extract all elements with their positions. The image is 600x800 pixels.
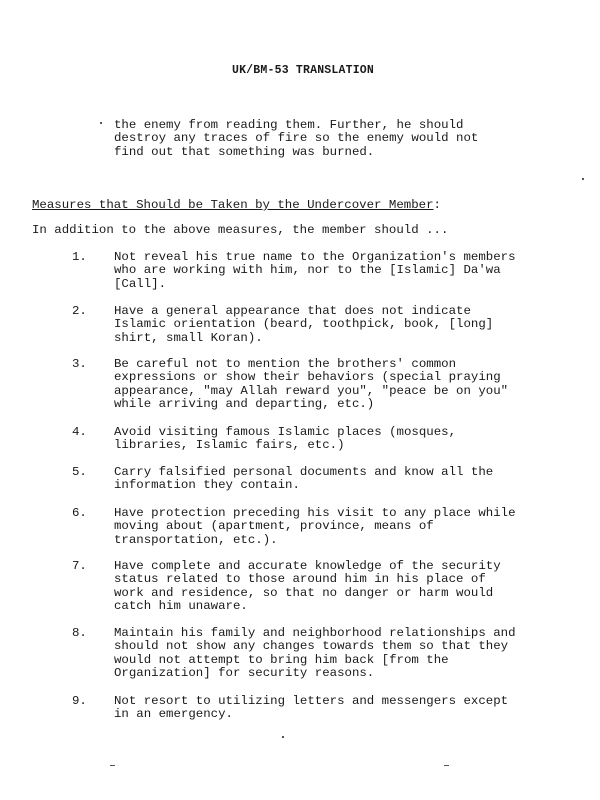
list-item-text — [114, 507, 584, 547]
list-item-text — [114, 560, 584, 614]
list-item-line: moving about (apartment, province, means of — [114, 519, 434, 534]
list-item-line: information they contain. — [114, 478, 300, 493]
list-item-text — [114, 627, 584, 681]
page-title: UK/BM-53 TRANSLATION — [231, 64, 375, 77]
list-item-number: 4. — [72, 425, 87, 439]
list-item-line: status related to those around him in his place of — [114, 572, 486, 587]
list-item-line: Not resort to utilizing letters and messengers except — [114, 694, 509, 708]
intro-sentence: In addition to the above measures, the member should ... — [32, 223, 449, 237]
list-item-line: Maintain his family and neighborhood relationships and — [114, 626, 516, 640]
list-item-number: 6. — [72, 506, 87, 520]
list-item-text — [114, 305, 584, 345]
list-item-line: would not attempt to bring him back [from the — [114, 652, 449, 667]
list-item-line: Not reveal his true name to the Organization's members — [114, 250, 516, 264]
list-item-line: Have complete and accurate knowledge of the security — [114, 559, 501, 573]
paragraph-line: the enemy from reading them. Further, he should — [114, 118, 464, 132]
list-item-line: Have a general appearance that does not indicate — [114, 304, 471, 318]
list-item-line: appearance, "may Allah reward you", "peace be on you" — [114, 383, 509, 398]
list-item-line: Organization] for security reasons. — [114, 666, 375, 681]
list-item-text — [114, 466, 584, 493]
list-item-line: Islamic orientation (beard, toothpick, book, [long] — [114, 317, 494, 332]
continuation-paragraph — [114, 119, 534, 159]
scan-speck — [100, 122, 102, 124]
scan-speck — [110, 765, 115, 766]
section-heading-text: Measures that Should be Taken by the Undercover Member — [32, 198, 434, 212]
list-item-number: 9. — [72, 694, 87, 708]
list-item-line: in an emergency. — [114, 707, 233, 722]
list-item-line: shirt, small Koran). — [114, 330, 263, 345]
list-item-number: 2. — [72, 304, 87, 318]
list-item-text — [114, 695, 584, 722]
list-item-line: Be careful not to mention the brothers' common — [114, 357, 457, 371]
list-item-line: expressions or show their behaviors (special praying — [114, 370, 501, 385]
list-item-line: Have protection preceding his visit to any place while — [114, 506, 516, 520]
list-item-number: 7. — [72, 559, 87, 573]
list-item-line: catch him unaware. — [114, 599, 248, 614]
list-item-line: work and residence, so that no danger or harm would — [114, 585, 494, 600]
list-item-line: Carry falsified personal documents and know all the — [114, 465, 494, 479]
list-item-line: while arriving and departing, etc.) — [114, 397, 375, 412]
list-item-text — [114, 358, 584, 412]
scan-speck — [582, 178, 584, 180]
list-item-line: libraries, Islamic fairs, etc.) — [114, 438, 345, 453]
list-item-line: transportation, etc.). — [114, 532, 278, 547]
list-item-line: Avoid visiting famous Islamic places (mosques, — [114, 425, 457, 439]
list-item-number: 5. — [72, 465, 87, 479]
section-heading — [32, 199, 441, 212]
list-item-text — [114, 426, 584, 453]
section-heading-colon: : — [433, 198, 441, 212]
scan-speck — [282, 736, 284, 738]
list-item-number: 8. — [72, 626, 87, 640]
list-item-number: 3. — [72, 357, 87, 371]
list-item-line: should not show any changes towards them so that they — [114, 639, 509, 654]
paragraph-line: destroy any traces of fire so the enemy would not — [114, 131, 479, 146]
paragraph-line: find out that something was burned. — [114, 144, 375, 159]
list-item-text — [114, 251, 584, 291]
list-item-number: 1. — [72, 250, 87, 264]
scan-speck — [444, 765, 449, 766]
list-item-line: who are working with him, nor to the [Islamic] Da'wa — [114, 263, 501, 278]
list-item-line: [Call]. — [114, 276, 167, 291]
